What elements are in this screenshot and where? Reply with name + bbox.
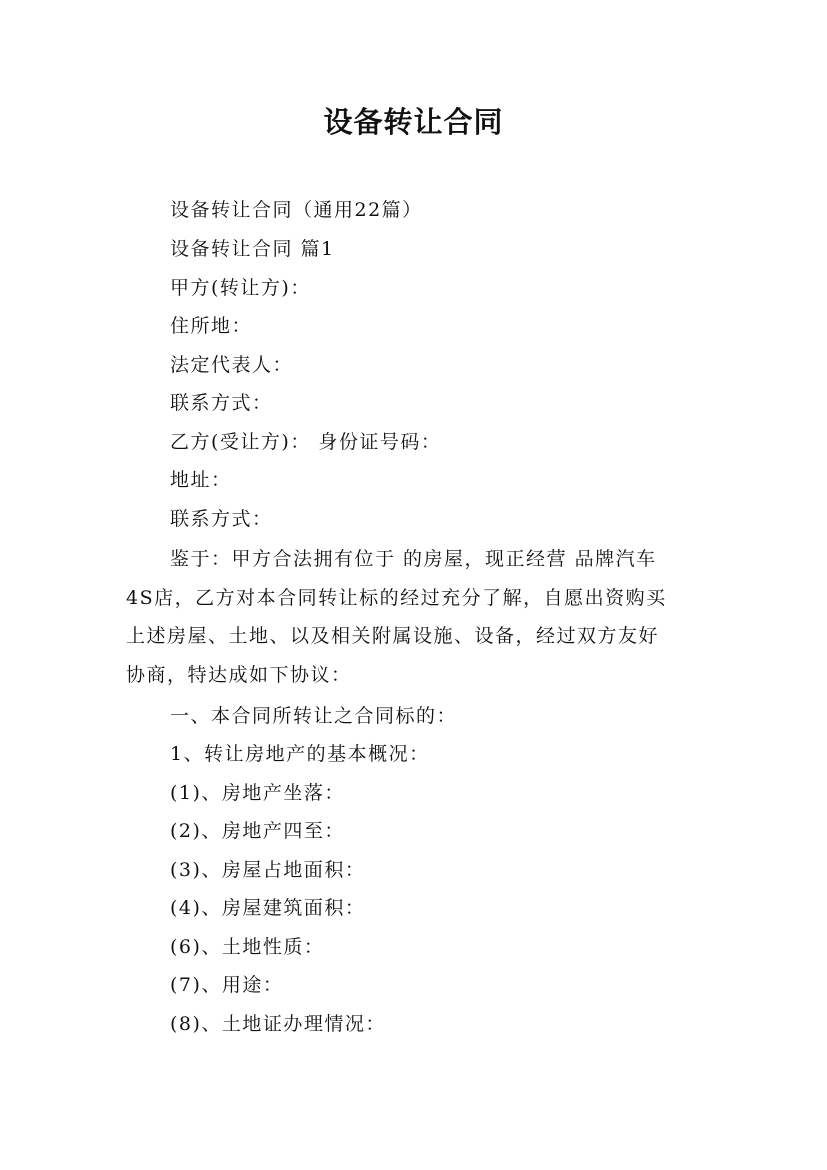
clause-item: (6)、土地性质： [170, 936, 325, 958]
clause-item: (1)、房地产坐落： [170, 782, 345, 804]
recital-row: 上述房屋、土地、以及相关附属设施、设备，经过双方友好 [126, 625, 660, 647]
clause-item: (7)、用途： [170, 974, 284, 996]
recital-row: 4S店，乙方对本合同转让标的经过充分了解，自愿出资购买 [126, 586, 667, 609]
recital-row: 协商，特达成如下协议： [126, 663, 352, 686]
recital-paragraph [126, 540, 706, 694]
party-b-address: 地址： [170, 469, 232, 491]
document-title: 设备转让合同 [323, 105, 504, 139]
clause-item: (2)、房地产四至： [170, 820, 345, 842]
party-a-contact: 联系方式： [170, 392, 273, 414]
section-heading: 一、本合同所转让之合同标的： [170, 705, 458, 727]
clause-item: (3)、房屋占地面积： [170, 859, 366, 881]
clause-item: (4)、房屋建筑面积： [170, 897, 366, 919]
party-a-address: 住所地： [170, 315, 253, 337]
recital-row: 鉴于：甲方合法拥有位于 的房屋，现正经营 品牌汽车 [170, 548, 657, 570]
clause-item: (8)、土地证办理情况： [170, 1013, 386, 1035]
party-b-contact: 联系方式： [170, 508, 273, 530]
clause-item: 1、转让房地产的基本概况： [170, 743, 430, 765]
contract-heading: 设备转让合同 篇1 [170, 238, 335, 260]
party-a-label: 甲方(转让方)： [170, 277, 311, 299]
doc-subtitle: 设备转让合同（通用22篇） [170, 199, 423, 221]
party-b-label: 乙方(受让方)： 身份证号码： [170, 431, 442, 453]
legal-representative: 法定代表人： [170, 354, 294, 376]
